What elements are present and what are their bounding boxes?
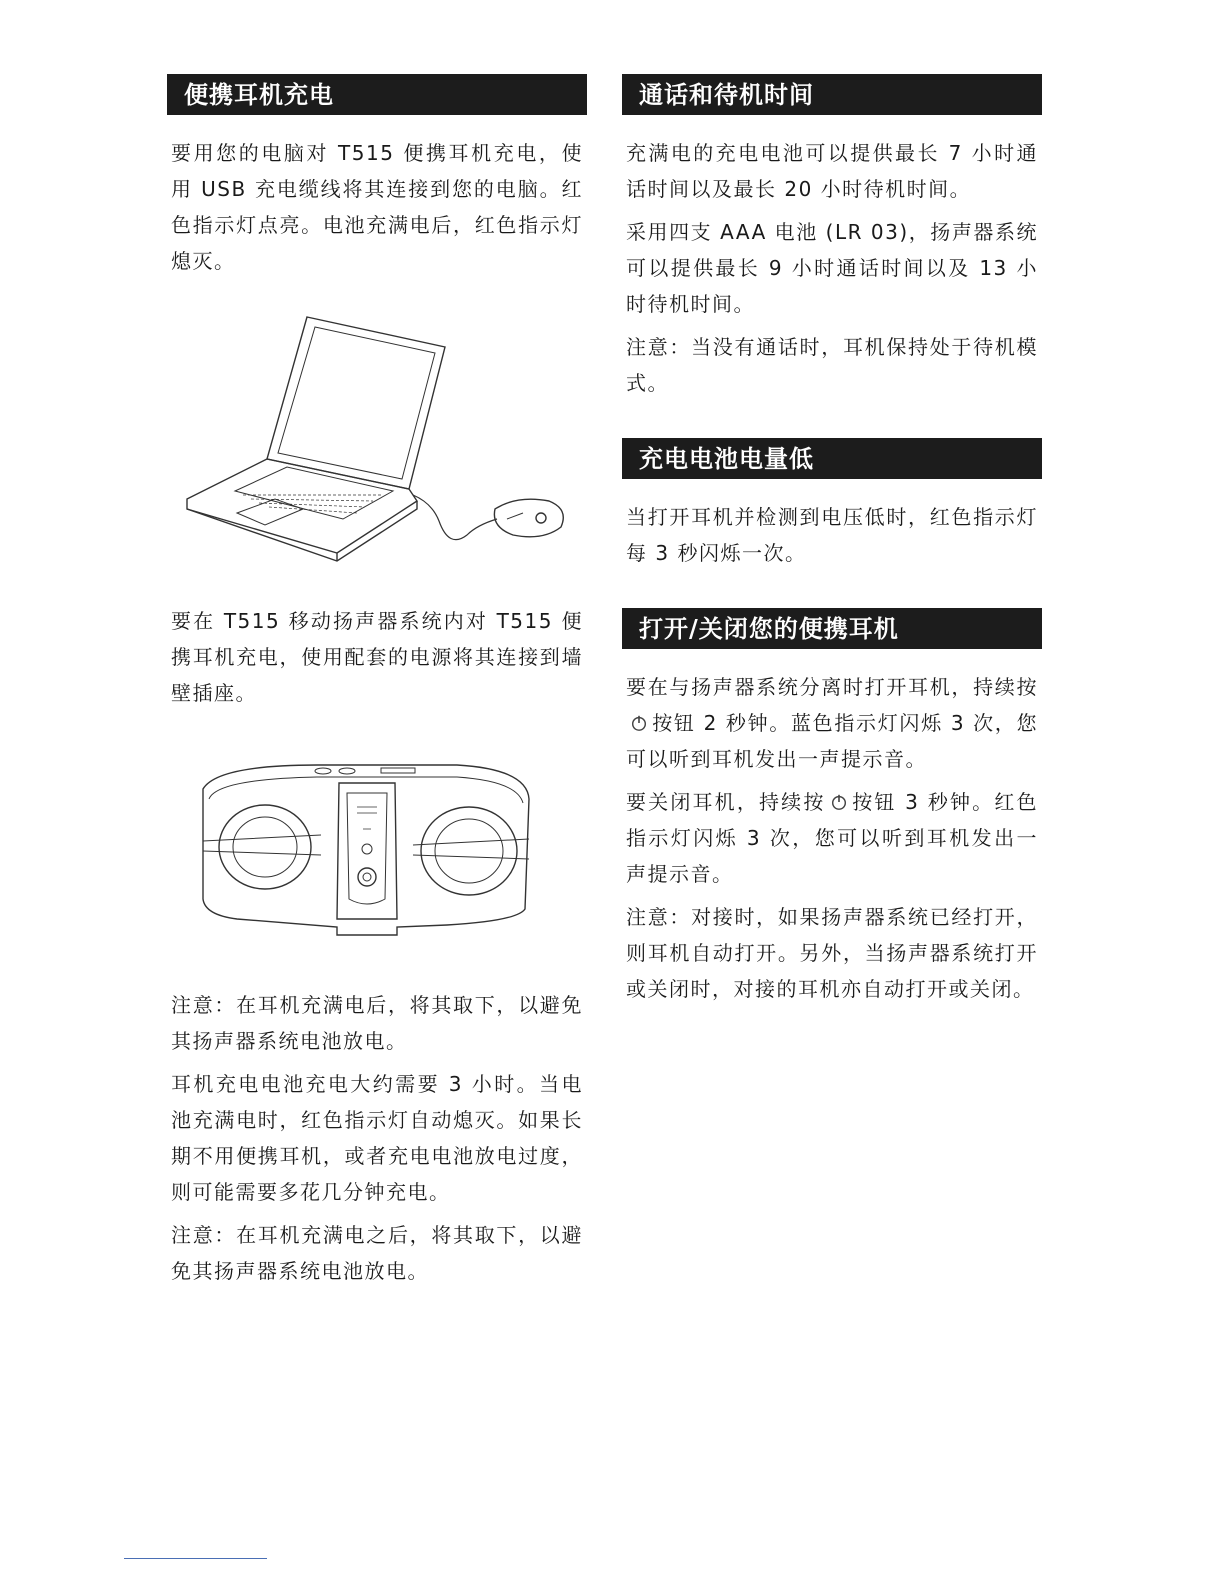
power-icon — [830, 793, 848, 811]
section-heading-charging: 便携耳机充电 — [167, 74, 587, 115]
power-off-text-a: 要关闭耳机，持续按 — [626, 790, 826, 814]
power-off-text-b: 按钮 3 秒钟。红色指示灯闪烁 3 次，您可以听到耳机发出一声提示音。 — [626, 790, 1038, 886]
section-heading-talk-standby: 通话和待机时间 — [622, 74, 1042, 115]
paragraph-note-remove: 注意：在耳机充满电后，将其取下，以避免其扬声器系统电池放电。 — [171, 993, 583, 1053]
paragraph-charge-time: 耳机充电电池充电大约需要 3 小时。当电池充满电时，红色指示灯自动熄灭。如果长期不用便携耳机，或者充电电池放电过度，则可能需要多花几分钟充电。 — [171, 1072, 583, 1204]
paragraph-dock-charging: 要在 T515 移动扬声器系统内对 T515 便携耳机充电，使用配套的电源将其连接到墙壁插座。 — [171, 609, 583, 705]
paragraph-aaa-batteries: 采用四支 AAA 电池 (LR 03)，扬声器系统可以提供最长 9 小时通话时间以及 13 小时待机时间。 — [626, 220, 1038, 316]
paragraph-power-on — [622, 669, 1042, 777]
speaker-system-illustration — [197, 759, 537, 949]
paragraph-low-battery: 当打开耳机并检测到电压低时，红色指示灯每 3 秒闪烁一次。 — [626, 505, 1038, 565]
paragraph-usb-charging: 要用您的电脑对 T515 便携耳机充电，使用 USB 充电缆线将其连接到您的电脑。红色指示灯点亮。电池充满电后，红色指示灯熄灭。 — [171, 141, 583, 273]
paragraph-docked-note: 注意：对接时，如果扬声器系统已经打开，则耳机自动打开。另外，当扬声器系统打开或关闭时，对接的耳机亦自动打开或关闭。 — [626, 905, 1038, 1001]
right-column — [622, 74, 1042, 1014]
paragraph-standby-note: 注意：当没有通话时，耳机保持处于待机模式。 — [626, 335, 1038, 395]
power-icon — [630, 714, 648, 732]
power-on-text-b: 按钮 2 秒钟。蓝色指示灯闪烁 3 次，您可以听到耳机发出一声提示音。 — [626, 711, 1038, 771]
footer-rule — [124, 1558, 267, 1559]
laptop-charging-illustration — [177, 313, 577, 573]
paragraph-battery-life: 充满电的充电电池可以提供最长 7 小时通话时间以及最长 20 小时待机时间。 — [626, 141, 1038, 201]
paragraph-power-off — [622, 784, 1042, 892]
power-on-text-a: 要在与扬声器系统分离时打开耳机，持续按 — [626, 675, 1038, 699]
section-heading-low-battery: 充电电池电量低 — [622, 438, 1042, 479]
left-column — [167, 74, 587, 1296]
section-heading-power-on-off: 打开/关闭您的便携耳机 — [622, 608, 1042, 649]
paragraph-note-remove-2: 注意：在耳机充满电之后，将其取下，以避免其扬声器系统电池放电。 — [171, 1223, 583, 1283]
